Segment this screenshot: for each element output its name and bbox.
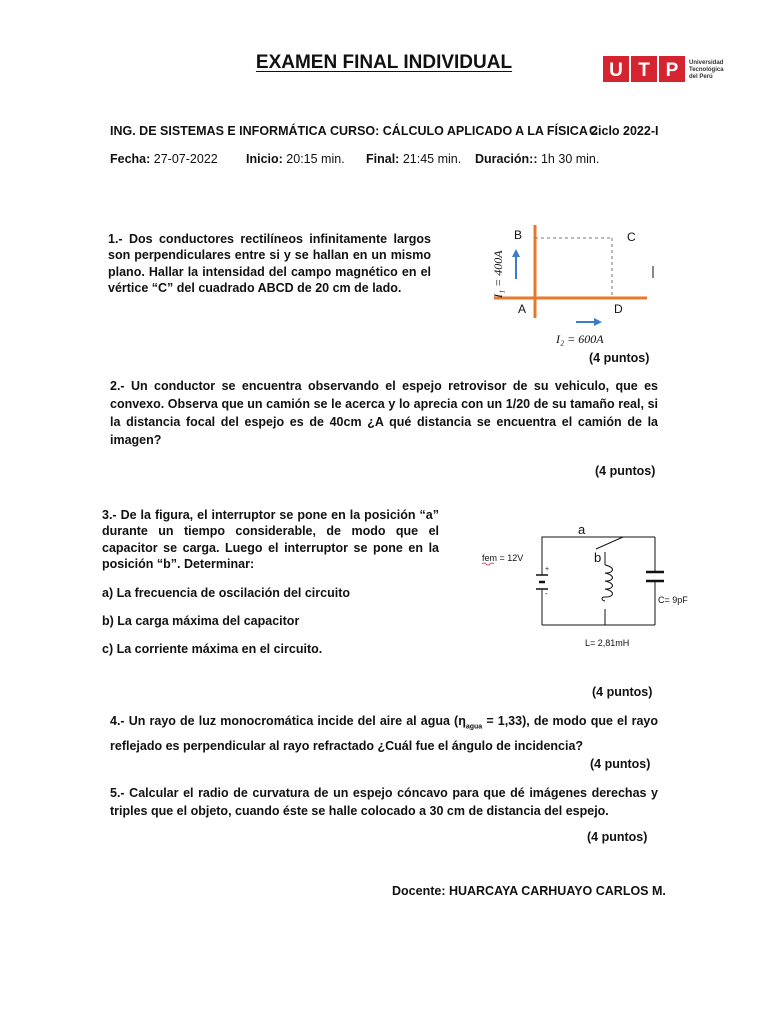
question-5-text: 5.- Calcular el radio de curvatura de un espejo cóncavo para que dé imágenes derechas y triples que el objeto, cuando éste se halle colocado a 30 cm de distancia del espejo. [110, 786, 658, 818]
current-i1-label: I₁ = 400A [491, 250, 505, 298]
question-3-circuit [478, 519, 688, 655]
question-2-points: (4 puntos) [595, 464, 656, 478]
question-3-points: (4 puntos) [592, 685, 653, 699]
teacher-name: Docente: HUARCAYA CARHUAYO CARLOS M. [392, 884, 666, 898]
question-3-item-c: c) La corriente máxima en el circuito. [102, 642, 323, 656]
question-3-text: 3.- De la figura, el interruptor se pone en la posición “a” durante un tiempo considerable, de modo que el capacitor se carga. Luego el interruptor se pone en la posición “b”. Determinar: [102, 508, 439, 571]
vertex-d: D [614, 302, 623, 316]
logo-letter-p: P [665, 60, 679, 81]
program-name: ING. DE SISTEMAS E INFORMÁTICA [110, 124, 327, 138]
question-1-points: (4 puntos) [589, 351, 650, 365]
capacitor-label: C= 9pF [658, 595, 688, 605]
logo-letter-u: U [609, 60, 623, 81]
question-4-text: 4.- Un rayo de luz monocromática incide del aire al agua $(\eta_{agua} = 1,33)$, de modo que el rayo reflejado es perpendicular al rayo refractado ¿Cuál fue el ángulo de incidencia? [110, 714, 658, 753]
duration: Duración:: 1h 30 min. [475, 152, 600, 166]
vertex-b: B [514, 228, 523, 242]
question-4-points: (4 puntos) [590, 757, 651, 771]
switch-b-label: b [594, 550, 602, 565]
current-i2-label: I₂ = 600A [556, 332, 604, 346]
logo-line-1: Universidad [689, 60, 724, 66]
question-5-points: (4 puntos) [587, 830, 648, 844]
battery-plus: + [545, 566, 550, 573]
battery-minus: - [545, 589, 548, 598]
switch-a-label: a [578, 522, 586, 537]
question-1-text: 1.- Dos conductores rectilíneos infinitamente largos son perpendiculares entre si y se hallan en un mismo plano. Hallar la intensidad del campo magnético en el vértice “C” del cuadrado ABCD de 20 cm de lado. [108, 232, 431, 295]
emf-label: fem = 12V [482, 553, 524, 563]
start-time: Inicio: 20:15 min. [246, 152, 345, 166]
utp-logo [603, 56, 727, 82]
page-title: EXAMEN FINAL INDIVIDUAL [255, 52, 513, 73]
exam-date: Fecha: 27-07-2022 [110, 152, 218, 166]
logo-line-3: del Perú [689, 74, 713, 80]
question-3-item-a: a) La frecuencia de oscilación del circuito [102, 586, 350, 600]
inductor-label: L= 2,81mH [585, 638, 630, 648]
cycle: Ciclo 2022-I [589, 124, 659, 138]
question-1-figure [484, 222, 654, 352]
question-2-text: 2.- Un conductor se encuentra observando el espejo retrovisor de su vehiculo, que es convexo. Observa que un camión se le acerca y lo aprecia con un 1/20 de su tamaño real, si la distancia focal del espejo es de 40cm ¿A qué distancia se encuentra el camión de la imagen? [110, 379, 658, 447]
course-name: CURSO: CÁLCULO APLICADO A LA FÍSICA 2 [330, 124, 598, 138]
question-3-item-b: b) La carga máxima del capacitor [102, 614, 300, 628]
vertex-c: C [627, 230, 636, 244]
end-time: Final: 21:45 min. [366, 152, 462, 166]
logo-letter-t: T [638, 60, 650, 81]
logo-line-2: Tecnológica [689, 67, 724, 73]
vertex-a: A [518, 302, 527, 316]
